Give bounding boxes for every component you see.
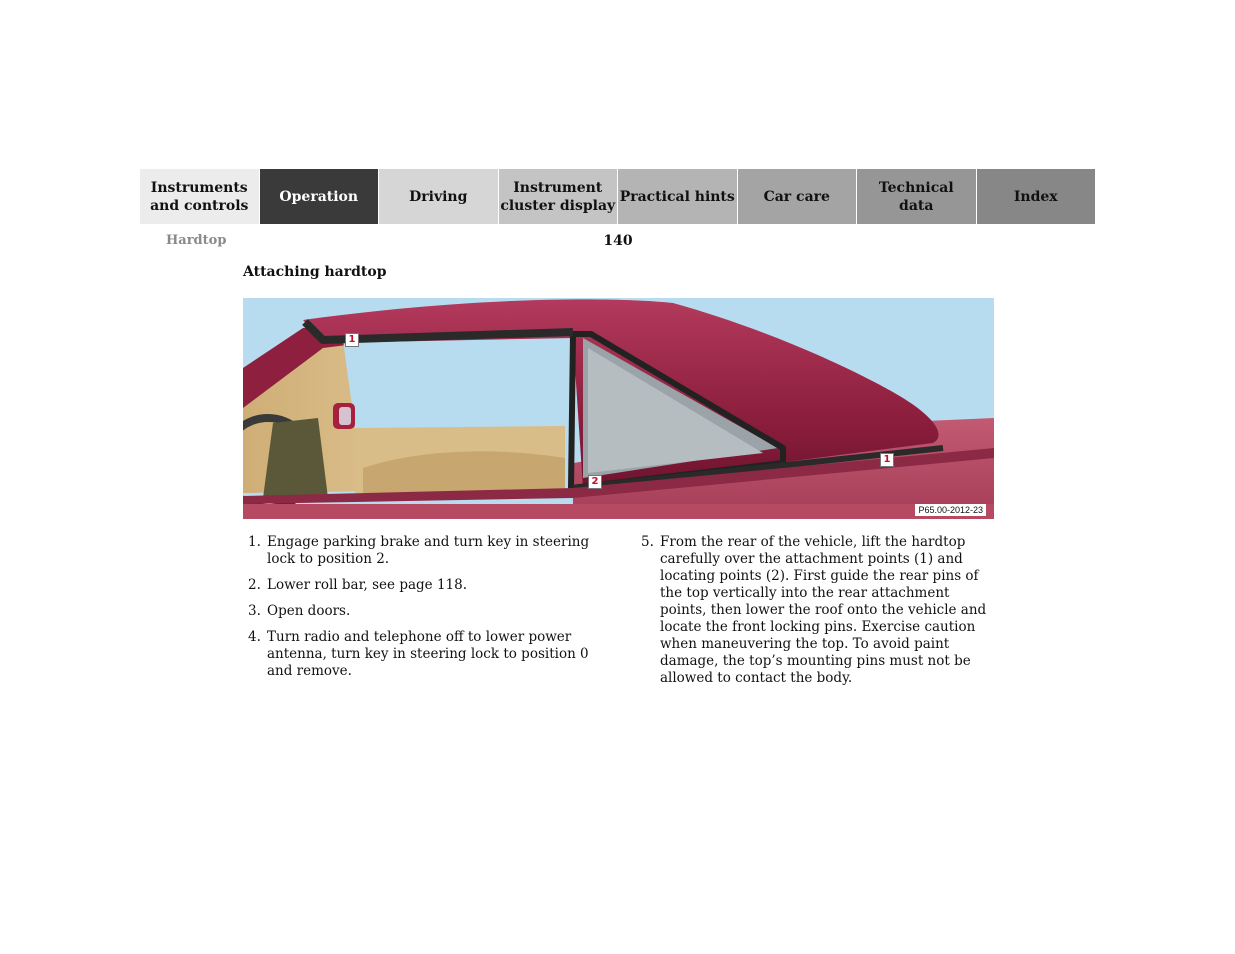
list-item xyxy=(243,534,603,568)
step-number: 2. xyxy=(248,577,261,593)
section-name: Hardtop xyxy=(166,233,227,248)
step-text: Turn radio and telephone off to lower power antenna, turn key in steering lock to position 0 and remove. xyxy=(267,629,589,679)
chapter-tabs xyxy=(140,169,1095,224)
callout-locating-point: 2 xyxy=(588,475,602,489)
list-item xyxy=(243,603,603,620)
step-text: Lower roll bar, see page 118. xyxy=(267,577,468,593)
tab-instrument-cluster-display[interactable]: Instrument cluster display xyxy=(499,169,619,224)
car-hardtop-drawing xyxy=(243,298,994,519)
page-number: 140 xyxy=(603,233,633,249)
step-number: 1. xyxy=(248,534,261,550)
hardtop-illustration xyxy=(243,298,994,519)
tab-operation[interactable]: Operation xyxy=(260,169,380,224)
mirror-glass xyxy=(339,407,351,425)
side-window-opening xyxy=(343,336,565,428)
callout-attachment-point: 1 xyxy=(880,453,894,467)
step-text: Engage parking brake and turn key in steering lock to position 2. xyxy=(267,534,590,567)
figure-code: P65.00-2012-23 xyxy=(915,504,986,516)
tab-driving[interactable]: Driving xyxy=(379,169,499,224)
list-item xyxy=(636,534,996,687)
tab-car-care[interactable]: Car care xyxy=(738,169,858,224)
list-item xyxy=(243,629,603,680)
list-item xyxy=(243,577,603,594)
page-title: Attaching hardtop xyxy=(243,264,387,280)
tab-practical-hints[interactable]: Practical hints xyxy=(618,169,738,224)
steps-left-column xyxy=(243,534,603,689)
step-number: 3. xyxy=(248,603,261,619)
dashboard xyxy=(263,418,328,498)
step-number: 5. xyxy=(641,534,654,550)
tab-technical-data[interactable]: Technical data xyxy=(857,169,977,224)
callout-attachment-point: 1 xyxy=(345,333,359,347)
step-text: Open doors. xyxy=(267,603,351,619)
step-text: From the rear of the vehicle, lift the hardtop carefully over the attachment points (1) and locating points (2). First guide the rear pins of the top vertically into the rear attachment points, then lower the roof onto the vehicle and locate the front locking pins. Exercise caution when maneuvering the top. To avoid paint damage, the top’s mounting pins must not be allowed to contact the body. xyxy=(660,534,987,686)
tab-index[interactable]: Index xyxy=(977,169,1096,224)
steps-right-column xyxy=(636,534,996,696)
step-number: 4. xyxy=(248,629,261,645)
lower-body xyxy=(243,504,994,519)
tab-instruments-and-controls[interactable]: Instruments and controls xyxy=(140,169,260,224)
